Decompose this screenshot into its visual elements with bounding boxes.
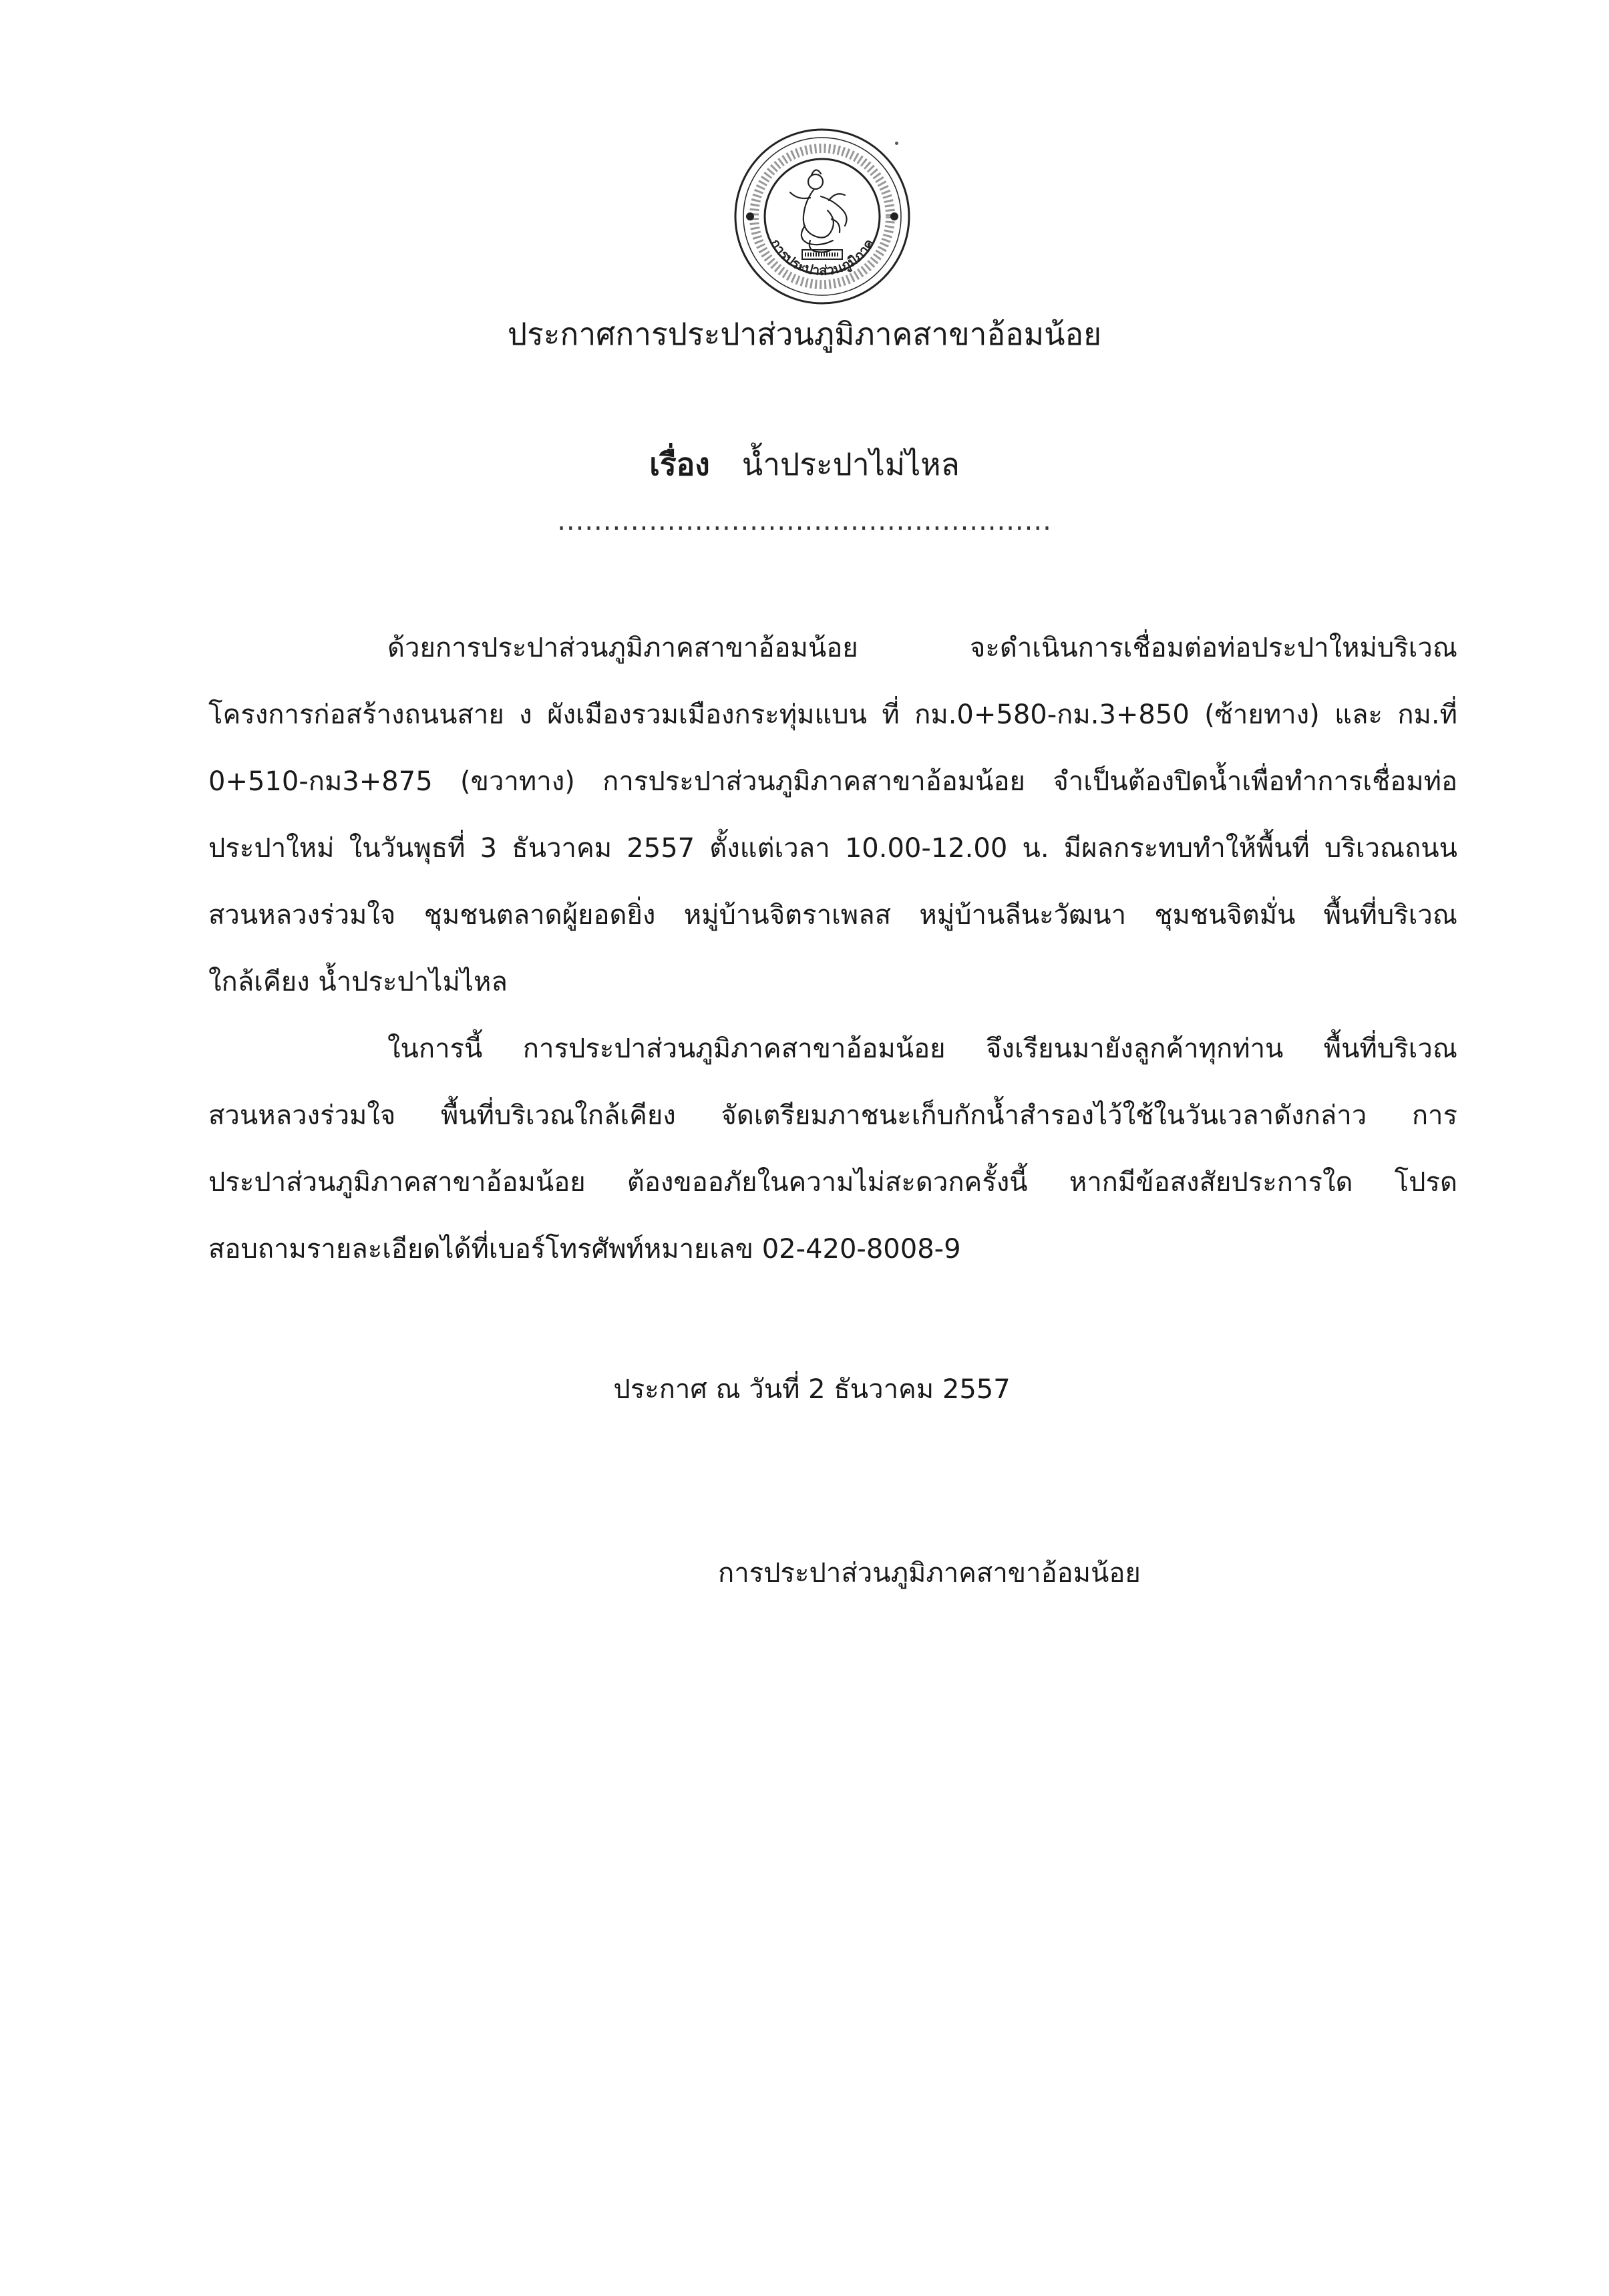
paragraph-1-line: ใกล้เคียง น้ำประปาไม่ไหล: [208, 967, 508, 997]
subject-label: เรื่อง: [649, 446, 710, 482]
paragraph-1-line: 0+510-กม3+875 (ขวาทาง) การประปาส่วนภูมิภาคสาขาอ้อมน้อย จำเป็นต้องปิดน้ำเพื่อทำการเชื่อมท่อ: [208, 766, 1457, 797]
pwa-seal-logo: [731, 126, 913, 307]
subject-text: น้ำประปาไม่ไหล: [741, 446, 960, 482]
paragraph-1-line: ด้วยการประปาส่วนภูมิภาคสาขาอ้อมน้อย จะดำเนินการเชื่อมต่อท่อประปาใหม่บริเวณ: [387, 633, 1457, 663]
paragraph-1-line: สวนหลวงร่วมใจ ชุมชนตลาดผู้ยอดยิ่ง หมู่บ้านจิตราเพลส หมู่บ้านลีนะวัฒนา ชุมชนจิตมั่น พื้นที่บริเวณ: [208, 900, 1457, 931]
scan-speck: [895, 142, 898, 145]
signatory: การประปาส่วนภูมิภาคสาขาอ้อมน้อย: [718, 1558, 1141, 1589]
paragraph-1-line: ประปาใหม่ ในวันพุธที่ 3 ธันวาคม 2557 ตั้งแต่เวลา 10.00-12.00 น. มีผลกระทบทำให้พื้นที่ บริเวณถนน: [208, 833, 1457, 864]
announcement-date: ประกาศ ณ วันที่ 2 ธันวาคม 2557: [613, 1374, 1011, 1405]
subject-line: [0, 441, 1609, 488]
separator-dots: ......................................................: [557, 506, 1052, 536]
paragraph-2-line: ประปาส่วนภูมิภาคสาขาอ้อมน้อย ต้องขออภัยในความไม่สะดวกครั้งนี้ หากมีข้อสงสัยประการใด โปรด: [208, 1167, 1457, 1198]
paragraph-2-line: สวนหลวงร่วมใจ พื้นที่บริเวณใกล้เคียง จัดเตรียมภาชนะเก็บกักน้ำสำรองไว้ใช้ในวันเวลาดังกล่าว การ: [208, 1100, 1457, 1131]
paragraph-1-line: โครงการก่อสร้างถนนสาย ง ผังเมืองรวมเมืองกระทุ่มแบน ที่ กม.0+580-กม.3+850 (ซ้ายทาง) และ กม.ที่: [208, 699, 1457, 730]
announcement-body: [208, 615, 1457, 1283]
paragraph-2-line: ในการนี้ การประปาส่วนภูมิภาคสาขาอ้อมน้อย จึงเรียนมายังลูกค้าทุกท่าน พื้นที่บริเวณ: [387, 1033, 1457, 1064]
document-title: ประกาศการประปาส่วนภูมิภาคสาขาอ้อมน้อย: [507, 316, 1102, 352]
seal-text: การประปาส่วนภูมิภาค: [767, 236, 878, 279]
paragraph-2-line: สอบถามรายละเอียดได้ที่เบอร์โทรศัพท์หมายเลข 02-420-8008-9: [208, 1234, 961, 1265]
